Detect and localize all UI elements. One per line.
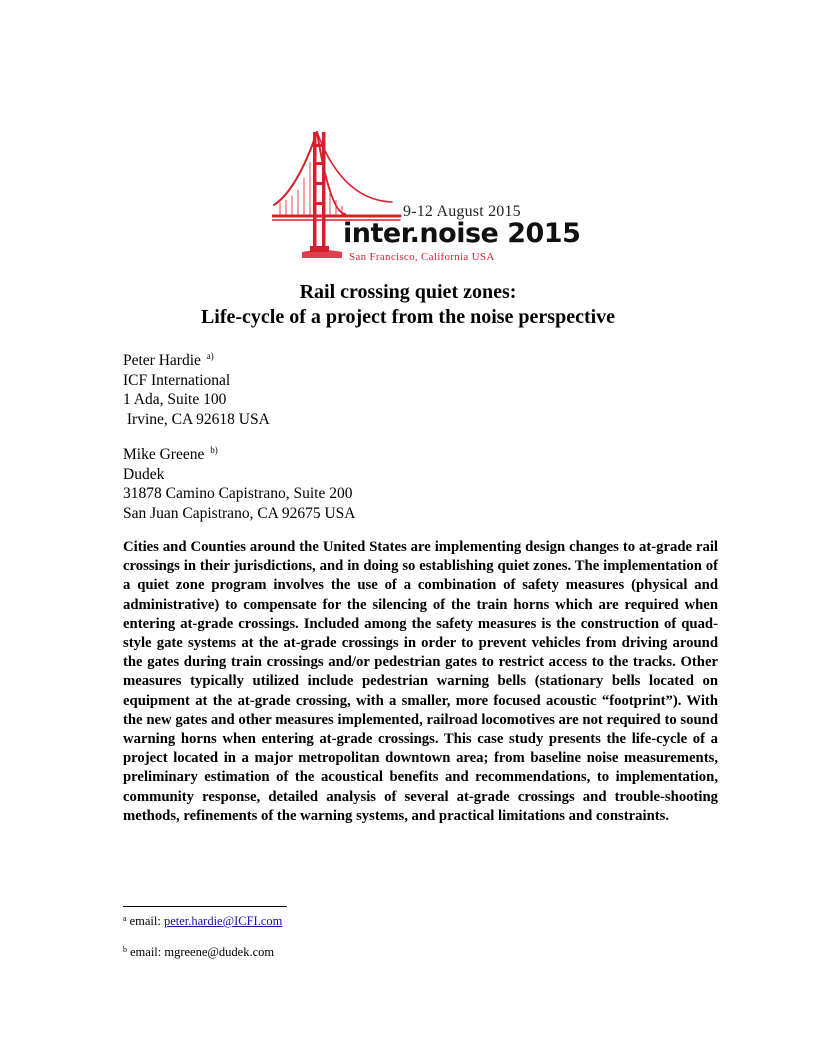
author-block-2: [123, 445, 356, 523]
author-block-1: [123, 351, 270, 429]
footnote-b: [123, 944, 274, 960]
author-name-line: [123, 351, 270, 371]
author-name: Peter Hardie: [123, 352, 201, 369]
author-address-line1: 31878 Camino Capistrano, Suite 200: [123, 485, 353, 502]
conference-location: San Francisco, California USA: [349, 251, 495, 263]
author-affiliation: ICF International: [123, 371, 231, 389]
conference-logo: [272, 130, 581, 266]
author-marker: a): [206, 351, 214, 361]
author-address-line1: 1 Ada, Suite 100: [123, 391, 227, 408]
paper-title-line2: Life-cycle of a project from the noise perspective: [200, 306, 616, 328]
footnote-marker: a: [123, 914, 127, 923]
footnote-label: email:: [129, 914, 164, 928]
conference-name: inter.noise 2015: [343, 218, 581, 249]
footnote-a: [123, 913, 282, 929]
author-name-line: [123, 445, 356, 465]
author-name: Mike Greene: [123, 446, 205, 463]
author-marker: b): [210, 445, 218, 455]
email-link[interactable]: peter.hardie@ICFI.com: [163, 914, 283, 928]
conference-date: 9-12 August 2015: [403, 203, 521, 220]
footnote-divider: [123, 906, 287, 907]
email-text: mgreene@dudek.com: [164, 945, 275, 959]
paper-title-line1: Rail crossing quiet zones:: [299, 281, 517, 303]
footnote-marker: b: [123, 945, 127, 954]
author-affiliation: Dudek: [123, 465, 165, 483]
footnote-label: email:: [130, 945, 165, 959]
author-address-line2: Irvine, CA 92618 USA: [123, 410, 270, 428]
author-address-line2: San Juan Capistrano, CA 92675 USA: [123, 504, 356, 522]
abstract: Cities and Counties around the United States are implementing design changes to at-grade rail crossings in their jurisdictions, and in doing so establishing quiet zones. The implementation of a quiet zone program involves the use of a combination of safety measures (physical and administrative) to compensate for the silencing of the train horns which are required when entering at-grade crossings. Included among the safety measures is the construction of quad-style gate systems at the at-grade crossings in order to prevent vehicles from driving around the gates during train crossings and/or pedestrian gates to restrict access to the tracks. Other measures typically utilized include pedestrian warning bells (stationary bells located on equipment at the at-grade crossing, with a smaller, more focused acoustic “footprint”). With the new gates and other measures implemented, railroad locomotives are not required to sound warning horns when entering at-grade crossings. This case study presents the life-cycle of a project located in a major metropolitan downtown area; from baseline noise measurements, preliminary estimation of the acoustical benefits and recommendations, to implementation, community response, detailed analysis of several at-grade crossings and trouble-shooting methods, refinements of the warning systems, and practical limitations and constraints.: [123, 539, 718, 824]
